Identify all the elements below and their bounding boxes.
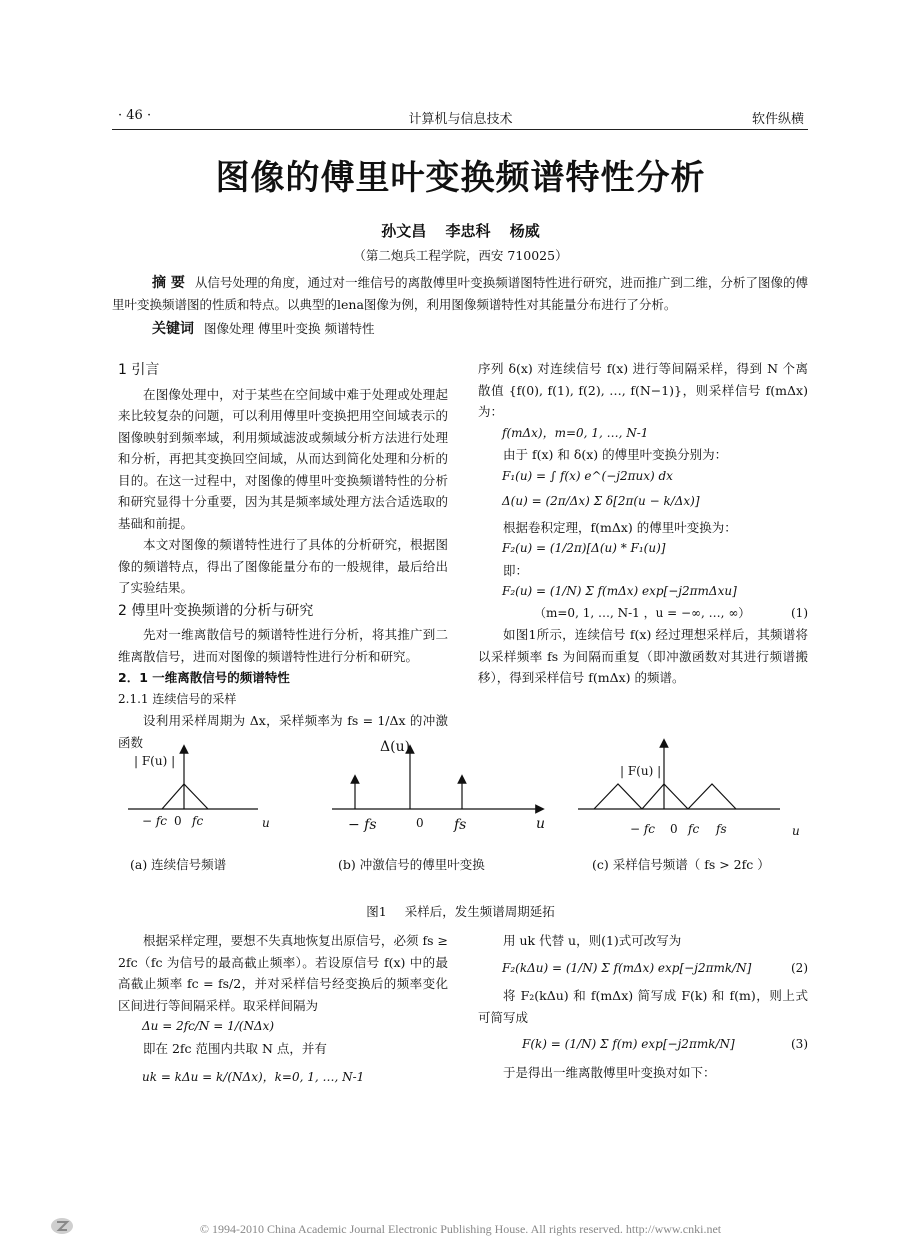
paper-title: 图像的傅里叶变换频谱特性分析 [215,158,706,198]
equation-range [478,603,808,625]
section-2-1-1-para: 设利用采样周期为 Δx，采样频率为 fs = 1/Δx 的冲激函数 [118,713,448,750]
lower-right-para-2: 将 F₂(kΔu) 和 f(mΔx) 简写成 F(k) 和 f(m)，则上式可简写成 [478,988,808,1025]
plot-b-ylabel: Δ(u) [380,739,411,755]
lower-left-para-1: 根据采样定理，要想不失真地恢复出原信号，必须 fs ≥ 2fc（fc 为信号的最高截止频率）。若设原信号 f(x) 中的最高截止频率 fc = fs/2，并对采样信号经变换后的频率变化区间进行等间隔采样。取采样间隔为 [118,933,448,1013]
equation-sample: f(mΔx)，m=0, 1, …, N-1 [502,425,649,440]
abstract [112,272,808,316]
equation-delta: Δ(u) = (2π/Δx) Σ δ[2π(u − k/Δx)] [502,494,700,508]
plot-a-spectrum [162,784,208,809]
equation-2-text: F₂(kΔu) = (1/N) Σ f(mΔx) exp[−j2πmk/N] [502,960,752,975]
plot-b-u-label: u [536,816,546,832]
plot-c-neg-tick: − fc [630,822,656,836]
plot-b-pos-tick: fs [454,817,467,833]
plot-b-neg-tick: − fs [348,817,377,833]
page-number: · 46 · [118,108,152,123]
equation-3 [478,1028,808,1062]
keywords-text: 图像处理 傅里叶变换 频谱特性 [204,321,375,336]
equation-range-text: （m=0, 1, …, N-1 ，u = −∞, …, ∞） [534,605,751,620]
plot-a-zero-tick: 0 [174,814,182,828]
column-name: 软件纵横 [752,112,805,127]
equation-f2b: F₂(u) = (1/N) Σ f(mΔx) exp[−j2πmΔxu] [502,584,737,598]
right-para-1: 序列 δ(x) 对连续信号 f(x) 进行等间隔采样，得到 N 个离散值 {f(0), f(1), f(2), …, f(N−1)}，则采样信号 f(mΔx) 为： [478,361,808,419]
abstract-text: 从信号处理的角度，通过对一维信号的离散傅里叶变换频谱图特性进行研究，进而推广到二维，分析了图像的傅里叶变换频谱图的性质和特点。以典型的lena图像为例，利用图像频谱特性对其能量分布进行了分析。 [112,275,808,312]
section-2-1-title: 2．1 一维离散信号的频谱特性 [118,670,290,685]
lower-right-para-1: 用 uk 代替 u，则(1)式可改写为 [503,933,682,948]
equation-number-2: (2) [791,960,808,975]
keywords-label: 关键词 [152,321,194,337]
section-2-para-1: 先对一维离散信号的频谱特性进行分析，将其推广到二维离散信号，进而对图像的频谱特性进行分析和研究。 [118,627,448,664]
figure-caption: 图1 采样后，发生频谱周期延拓 [366,904,555,919]
plot-c-fc-tick: fc [688,822,700,836]
plot-a-pos-tick: fc [192,814,204,828]
plot-c-lobe-left [594,784,642,809]
section-1-title: 1 引言 [118,362,160,378]
right-column-lower [478,930,808,1083]
section-2-1-1-title: 2.1.1 连续信号的采样 [118,691,237,706]
copyright-footer: © 1994-2010 China Academic Journal Electronic Publishing House. All rights reserved. http://www.cnki.net [199,1222,722,1236]
section-1-para-1: 在图像处理中，对于某些在空间域中难于处理或处理起来比较复杂的问题，可以利用傅里叶变换把用空间域表示的图像映射到频率域，利用频域滤波或频域分析方法进行处理和分析，再把其变换回空间域，从而达到简化处理和分析的目的。在这一过程中，对图像的傅里叶变换频谱特性的分析和研究显得十分重要，因为其是频率域处理方法合适选取的基础和前提。 [118,386,448,531]
plot-a-u-label: u [262,816,270,830]
equation-number-1: (1) [791,605,808,620]
equation-3-text: F(k) = (1/N) Σ f(m) exp[−j2πmk/N] [522,1037,735,1051]
keywords [152,318,848,340]
left-column-lower [118,930,448,1089]
right-column [478,358,808,689]
right-para-2: 由于 f(x) 和 δ(x) 的傅里叶变换分别为： [503,447,728,462]
equation-uk: uk = kΔu = k/(NΔx)，k=0, 1, …, N-1 [142,1070,365,1084]
right-para-5: 如图1所示，连续信号 f(x) 经过理想采样后，其频谱将以采样频率 fs 为间隔而重复（即冲激函数对其进行频谱搬移），得到采样信号 f(mΔx) 的频谱。 [478,627,808,685]
authors: 孙文昌 李忠科 杨威 [381,222,540,240]
equation-f1: F₁(u) = ∫ f(x) e^(−j2πux) dx [502,468,673,483]
figure-caption-a: (a) 连续信号频谱 [130,857,227,872]
plot-c-ylabel: | F(u) | [620,764,662,778]
section-2-title: 2 傅里叶变换频谱的分析与研究 [118,602,314,619]
equation-number-3: (3) [791,1037,808,1051]
section-1-para-2: 本文对图像的频谱特性进行了具体的分析研究，根据图像的频谱特点，得出了图像能量分布的一般规律，最后给出了实验结果。 [118,537,448,595]
plot-c-lobe-center [642,784,688,809]
header-rule [112,129,808,130]
journal-name: 计算机与信息技术 [408,112,513,127]
affiliation: （第二炮兵工程学院，西安 710025） [353,248,568,263]
plot-c-lobe-right [688,784,736,809]
lower-left-para-2: 即在 2fc 范围内共取 N 点，并有 [143,1040,327,1056]
plot-a-ylabel: | F(u) | [134,754,176,768]
equation-f2a: F₂(u) = (1/2π)[Δ(u) * F₁(u)] [502,541,666,555]
lower-right-para-3: 于是得出一维离散傅里叶变换对如下： [503,1064,716,1080]
figure-caption-b: (b) 冲激信号的傅里叶变换 [338,857,485,872]
right-para-4: 即： [503,562,529,578]
equation-du: Δu = 2fc/N = 1/(NΔx) [142,1019,275,1033]
plot-a-neg-tick: − fc [142,814,168,828]
plot-b-zero-tick: 0 [416,816,424,830]
abstract-label: 摘 要 [152,275,185,291]
plot-c-fs-tick: fs [716,822,727,836]
plot-c-u-label: u [792,824,800,838]
plot-c-zero-tick: 0 [670,822,678,836]
left-column [118,358,448,753]
figure-caption-c: (c) 采样信号频谱（ fs > 2fc ） [592,857,770,872]
equation-2 [478,952,808,986]
right-para-3: 根据卷积定理，f(mΔx) 的傅里叶变换为： [503,519,737,535]
